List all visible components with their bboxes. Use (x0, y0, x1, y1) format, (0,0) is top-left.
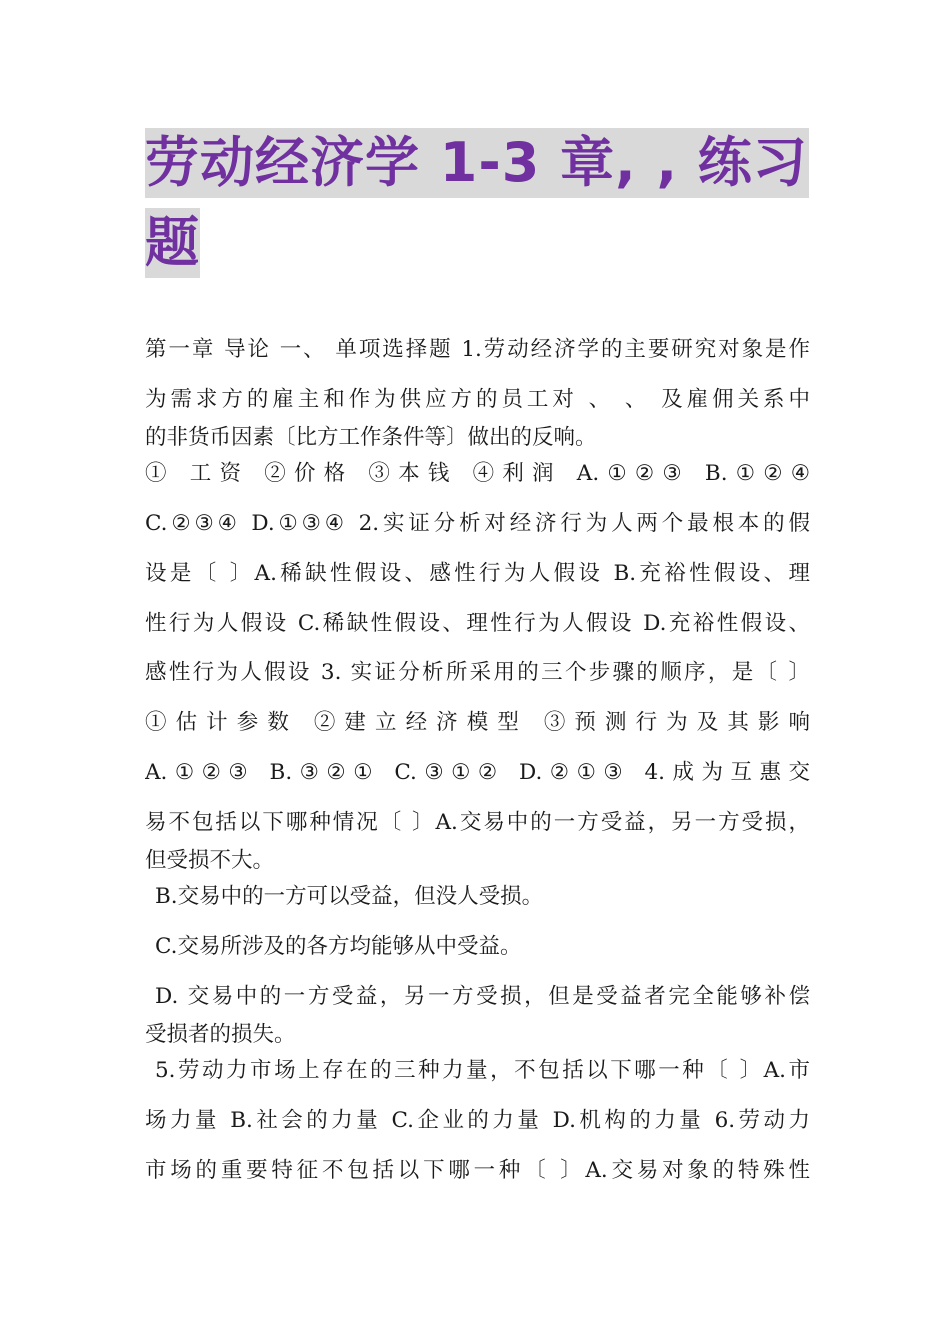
text-line: 场力量 B.社会的力量 C.企业的力量 D.机构的力量 6.劳动力 (145, 1108, 810, 1133)
text-line: C.交易所涉及的各方均能够从中受益。 (155, 934, 522, 959)
text-line: ① 工资 ②价格 ③本钱 ④利润 A.①②③ B.①②④ (145, 461, 810, 486)
title-line-2: 题 (145, 208, 200, 278)
text-line: 5.劳动力市场上存在的三种力量，不包括以下哪一种〔 〕A.市 (155, 1058, 810, 1083)
text-line: 市场的重要特征不包括以下哪一种〔 〕A.交易对象的特殊性 (145, 1158, 810, 1183)
text-line: ①估计参数 ②建立经济模型 ③预测行为及其影响 (145, 710, 810, 735)
text-line: 的非货币因素〔比方工作条件等〕做出的反响。 (145, 425, 597, 450)
text-line: D. 交易中的一方受益，另一方受损，但是受益者完全能够补偿 (155, 984, 810, 1009)
text-line: 设是〔 〕A.稀缺性假设、感性行为人假设 B.充裕性假设、理 (145, 561, 810, 586)
document-title (145, 128, 810, 278)
title-line-1: 劳动经济学 1-3 章, , 练习 (145, 128, 809, 198)
text-line: C.②③④ D.①③④ 2.实证分析对经济行为人两个最根本的假 (145, 511, 810, 536)
text-line: 但受损不大。 (145, 848, 275, 873)
text-line: 为需求方的雇主和作为供应方的员工对 、 、 及雇佣关系中 (145, 387, 810, 412)
text-line: 第一章 导论 一、 单项选择题 1.劳动经济学的主要研究对象是作 (145, 337, 810, 362)
text-line: 受损者的损失。 (145, 1022, 296, 1047)
text-line: 易不包括以下哪种情况〔 〕A.交易中的一方受益，另一方受损， (145, 810, 810, 835)
text-line: 感性行为人假设 3. 实证分析所采用的三个步骤的顺序，是〔 〕 (145, 660, 810, 685)
text-line: A.①②③ B.③②① C.③①② D.②①③ 4.成为互惠交 (145, 760, 810, 785)
text-line: B.交易中的一方可以受益，但没人受损。 (155, 884, 544, 909)
text-line: 性行为人假设 C.稀缺性假设、理性行为人假设 D.充裕性假设、 (145, 611, 810, 636)
